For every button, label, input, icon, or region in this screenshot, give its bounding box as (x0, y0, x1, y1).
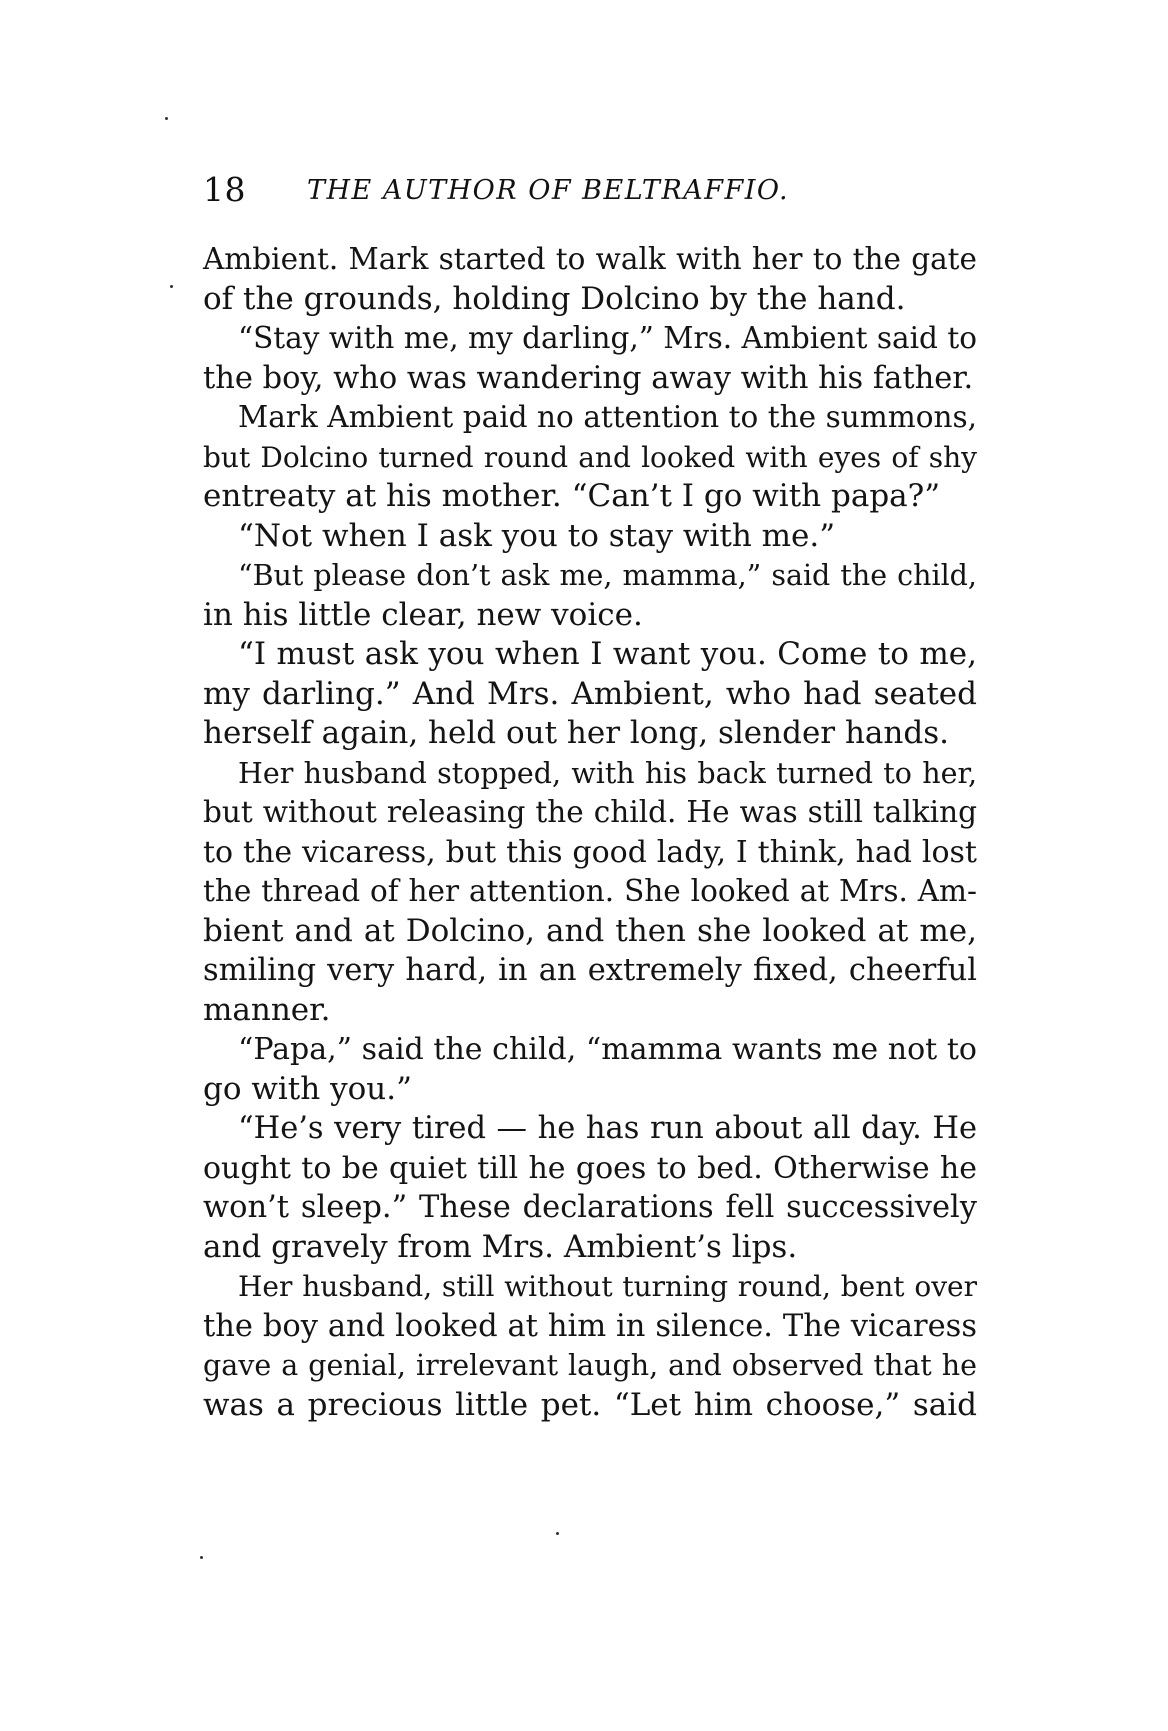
text-line: of the grounds, holding Dolcino by the hand. (203, 280, 906, 317)
text-line: smiling very hard, in an extremely fixed, cheerful (203, 953, 977, 988)
text-line: my darling.” And Mrs. Ambient, who had seated (203, 675, 977, 712)
text-line: bient and at Dolcino, and then she looked at me, (203, 912, 977, 949)
running-title: THE AUTHOR OF BELTRAFFIO. (307, 175, 790, 206)
text-line: “He’s very tired — he has run about all day. He (238, 1111, 977, 1146)
scan-speck (200, 1556, 203, 1559)
text-line: ought to be quiet till he goes to bed. Otherwise he (203, 1150, 977, 1186)
text-line: “I must ask you when I want you. Come to me, (238, 636, 977, 672)
body-text (203, 240, 977, 1425)
text-line: “But please don’t ask me, mamma,” said the child, (238, 559, 977, 592)
text-line: go with you.” (203, 1070, 412, 1107)
text-line: Her husband, still without turning round, bent over (238, 1270, 977, 1303)
text-line: Her husband stopped, with his back turned to her, (238, 756, 977, 790)
text-line: manner. (203, 991, 331, 1028)
running-head (203, 170, 963, 220)
scan-speck (170, 285, 173, 288)
text-line: entreaty at his mother. “Can’t I go with papa?” (203, 478, 941, 514)
text-line: gave a genial, irrelevant laugh, and observed that he (203, 1349, 977, 1382)
text-line: won’t sleep.” These declarations fell successively (203, 1190, 977, 1225)
text-line: the boy, who was wandering away with his father. (203, 360, 974, 396)
text-line: the boy and looked at him in silence. The vicaress (203, 1308, 977, 1344)
text-line: “Not when I ask you to stay with me.” (238, 517, 836, 554)
text-line: “Papa,” said the child, “mamma wants me not to (238, 1032, 977, 1067)
text-line: Ambient. Mark started to walk with her to the gate (203, 242, 977, 276)
text-line: the thread of her attention. She looked at Mrs. Am- (203, 874, 977, 908)
text-line: Mark Ambient paid no attention to the summons, (238, 400, 977, 434)
scan-speck (165, 117, 168, 120)
text-line: in his little clear, new voice. (203, 596, 643, 633)
scan-speck (556, 1532, 559, 1535)
page-number: 18 (203, 170, 246, 209)
text-line: herself again, held out her long, slender hands. (203, 715, 949, 751)
text-line: but Dolcino turned round and looked with eyes of shy (203, 440, 977, 474)
text-line: was a precious little pet. “Let him choose,” said (203, 1386, 977, 1423)
text-line: but without releasing the child. He was still talking (203, 795, 977, 829)
text-line: “Stay with me, my darling,” Mrs. Ambient said to (238, 321, 977, 355)
text-line: and gravely from Mrs. Ambient’s lips. (203, 1228, 798, 1265)
text-line: to the vicaress, but this good lady, I think, had lost (203, 834, 977, 870)
